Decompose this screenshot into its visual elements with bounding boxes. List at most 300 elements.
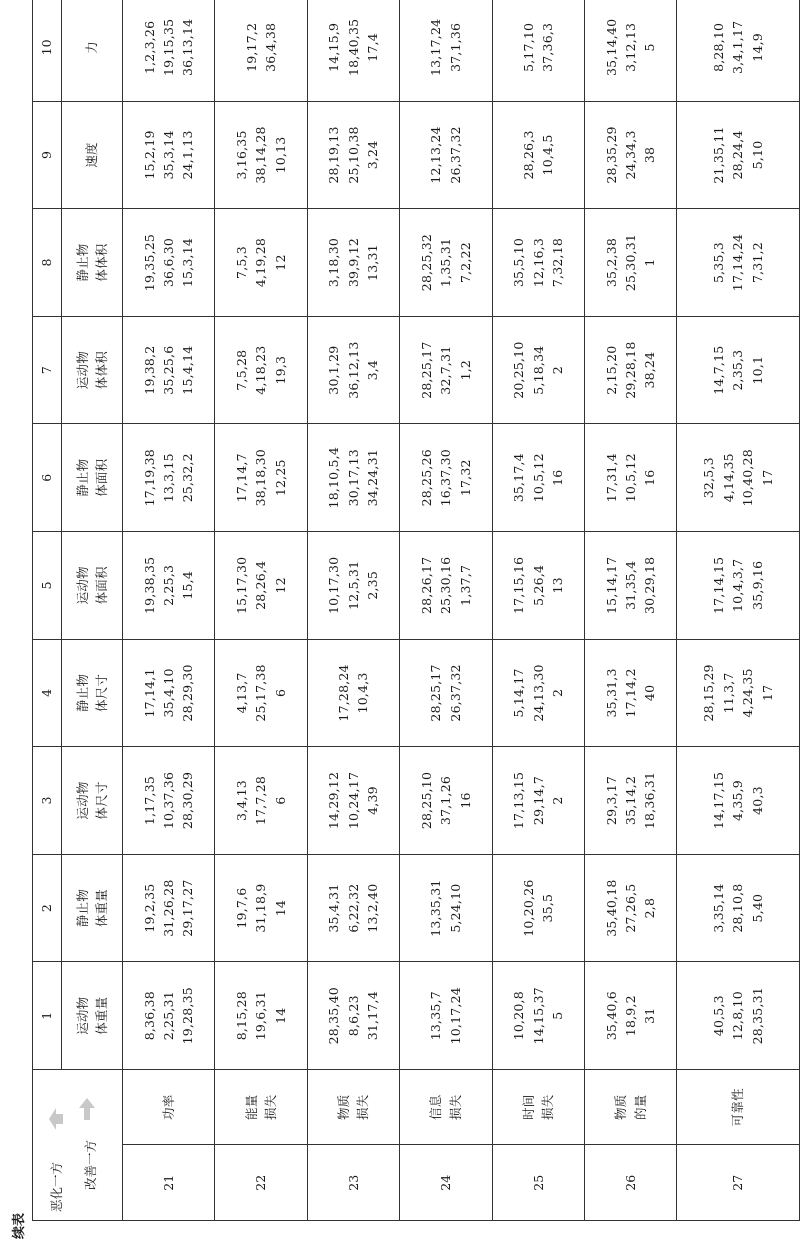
principle-numbers: 21,35,11 bbox=[711, 126, 727, 184]
principle-numbers: 17 bbox=[759, 469, 775, 486]
principle-numbers: 31,18,9 bbox=[253, 883, 269, 933]
principle-numbers: 38,18,30 bbox=[253, 449, 269, 507]
principle-numbers: 5,14,17 bbox=[511, 668, 527, 718]
table-caption: 续表 bbox=[12, 1212, 27, 1239]
principle-numbers: 4,19,28 bbox=[253, 237, 269, 288]
row-label-line: 可靠性 bbox=[730, 1088, 746, 1127]
principle-numbers: 35,3,14 bbox=[161, 130, 176, 180]
principle-numbers: 35,5 bbox=[540, 893, 556, 923]
principle-numbers: 31,17,4 bbox=[365, 991, 381, 1041]
principle-numbers: 10,5,12 bbox=[530, 453, 546, 503]
principle-numbers: 15,4 bbox=[180, 571, 196, 600]
principle-numbers: 36,13,14 bbox=[180, 18, 196, 76]
principle-numbers: 18,36,31 bbox=[642, 771, 658, 830]
principle-numbers: 17,13,15 bbox=[511, 771, 527, 830]
column-number: 8 bbox=[33, 209, 62, 317]
principle-cell bbox=[400, 209, 492, 317]
principle-numbers: 2,25,31 bbox=[161, 991, 176, 1041]
principle-cell bbox=[677, 532, 800, 640]
principle-cell bbox=[400, 316, 492, 424]
principle-numbers: 3,35,14 bbox=[711, 883, 727, 933]
principle-cell bbox=[584, 962, 676, 1070]
principle-numbers: 32,7,31 bbox=[438, 345, 454, 395]
principle-numbers: 37,36,3 bbox=[540, 22, 556, 72]
principle-cell bbox=[400, 424, 492, 532]
principle-numbers: 13,3,15 bbox=[161, 453, 176, 503]
principle-numbers: 28,25,10 bbox=[418, 771, 434, 830]
column-name-line: 体面积 bbox=[94, 458, 109, 497]
row-parameter-label bbox=[400, 1070, 492, 1146]
principle-numbers: 12 bbox=[272, 254, 288, 271]
principle-numbers: 35,5,10 bbox=[511, 237, 527, 288]
principle-cell bbox=[492, 316, 584, 424]
column-name bbox=[62, 101, 123, 209]
principle-numbers: 31,26,28 bbox=[161, 879, 176, 937]
row-parameter-label bbox=[123, 1070, 215, 1146]
principle-numbers: 3,24 bbox=[365, 140, 381, 170]
principle-cell bbox=[400, 962, 492, 1070]
principle-cell bbox=[215, 316, 307, 424]
column-name-line: 体尺寸 bbox=[94, 673, 109, 712]
row-number: 21 bbox=[123, 1145, 215, 1221]
principle-cell bbox=[307, 962, 399, 1070]
principle-numbers: 19,15,35 bbox=[161, 18, 176, 76]
principle-cell bbox=[677, 101, 800, 209]
principle-numbers: 35,9,16 bbox=[749, 560, 765, 610]
principle-numbers: 28,35,31 bbox=[749, 987, 765, 1045]
principle-numbers: 19,28,35 bbox=[180, 987, 196, 1045]
principle-numbers: 29,14,7 bbox=[530, 775, 546, 826]
principle-numbers: 25,17,38 bbox=[253, 664, 269, 722]
principle-numbers: 28,26,3 bbox=[520, 130, 536, 180]
principle-cell bbox=[123, 962, 215, 1070]
principle-cell bbox=[123, 424, 215, 532]
principle-numbers: 8,28,10 bbox=[711, 22, 727, 72]
principle-numbers: 6,22,32 bbox=[345, 883, 361, 933]
column-name-line: 运动物 bbox=[74, 566, 90, 605]
principle-cell bbox=[492, 424, 584, 532]
principle-numbers: 17,14,2 bbox=[622, 668, 638, 718]
principle-numbers: 28,25,17 bbox=[418, 341, 434, 399]
principle-numbers: 24,34,3 bbox=[622, 130, 638, 180]
column-name-line: 体体积 bbox=[94, 243, 109, 282]
principle-numbers: 17,32 bbox=[457, 459, 473, 497]
principle-numbers: 35,4,31 bbox=[326, 883, 342, 933]
principle-numbers: 10,13 bbox=[272, 136, 288, 174]
column-number: 4 bbox=[33, 639, 62, 747]
principle-numbers: 30,1,29 bbox=[326, 345, 342, 395]
principle-numbers: 35,2,38 bbox=[603, 237, 619, 288]
principle-cell bbox=[307, 209, 399, 317]
table-row bbox=[123, 0, 215, 1221]
principle-numbers: 10,40,28 bbox=[740, 449, 756, 507]
row-label-line: 损失 bbox=[263, 1094, 279, 1120]
principle-numbers: 2,8 bbox=[642, 897, 658, 919]
column-number: 3 bbox=[33, 747, 62, 855]
principle-numbers: 28,10,8 bbox=[730, 883, 746, 933]
principle-cell bbox=[215, 854, 307, 962]
principle-numbers: 10,4,3,7 bbox=[730, 558, 746, 612]
principle-numbers: 20,25,10 bbox=[511, 341, 527, 399]
row-label-line: 物质 bbox=[613, 1094, 629, 1120]
principle-numbers: 1 bbox=[642, 258, 658, 267]
column-name-line: 体体积 bbox=[94, 351, 109, 390]
principle-numbers: 17,31,4 bbox=[603, 453, 619, 503]
principle-cell bbox=[123, 316, 215, 424]
principle-numbers: 17,28,24 bbox=[336, 664, 352, 722]
rotated-table-canvas bbox=[32, 5, 800, 1221]
principle-numbers: 14 bbox=[272, 1007, 288, 1024]
principle-cell bbox=[677, 316, 800, 424]
principle-cell bbox=[677, 854, 800, 962]
table-row bbox=[677, 0, 800, 1221]
principle-numbers: 19,7,6 bbox=[234, 887, 249, 929]
principle-numbers: 3,4 bbox=[365, 359, 381, 381]
principle-numbers: 7,5,3 bbox=[234, 246, 249, 279]
principle-numbers: 2,25,3 bbox=[161, 564, 176, 606]
column-name bbox=[62, 639, 123, 747]
column-name-line: 静止物 bbox=[74, 889, 90, 928]
principle-numbers: 28,35,40 bbox=[326, 987, 342, 1045]
principle-numbers: 10,24,17 bbox=[345, 771, 361, 830]
principle-numbers: 5,26,4 bbox=[530, 564, 546, 606]
column-name-line: 静止物 bbox=[74, 458, 90, 497]
principle-cell bbox=[307, 747, 399, 855]
principle-numbers: 35,31,3 bbox=[603, 668, 619, 718]
table-row bbox=[215, 0, 307, 1221]
principle-numbers: 19,2,35 bbox=[141, 883, 157, 933]
principle-numbers: 18,40,35 bbox=[345, 18, 361, 76]
principle-numbers: 10,4,3 bbox=[355, 672, 371, 714]
principle-cell bbox=[677, 962, 800, 1070]
principle-cell bbox=[215, 209, 307, 317]
principle-cell bbox=[400, 0, 492, 101]
principle-cell bbox=[492, 747, 584, 855]
column-number: 2 bbox=[33, 854, 62, 962]
principle-numbers: 13 bbox=[549, 577, 565, 594]
column-name-line: 静止物 bbox=[74, 673, 90, 712]
principle-cell bbox=[677, 747, 800, 855]
principle-cell bbox=[123, 854, 215, 962]
principle-numbers: 19,35,25 bbox=[141, 233, 157, 292]
contradiction-matrix-table bbox=[32, 0, 800, 1221]
principle-numbers: 2 bbox=[549, 688, 565, 697]
principle-numbers: 35,40,18 bbox=[603, 879, 619, 937]
principle-numbers: 35,25,6 bbox=[161, 345, 176, 395]
column-name bbox=[62, 209, 123, 317]
principle-numbers: 10,4,5 bbox=[540, 134, 556, 176]
principle-numbers: 3,4,1,17 bbox=[730, 20, 746, 75]
table-row bbox=[492, 0, 584, 1221]
principle-numbers: 2 bbox=[549, 366, 565, 375]
principle-cell bbox=[123, 639, 215, 747]
column-name-line: 运动物 bbox=[74, 996, 90, 1035]
principle-cell bbox=[584, 532, 676, 640]
principle-numbers: 2,35,3 bbox=[730, 349, 746, 391]
column-name-line: 力 bbox=[84, 41, 100, 54]
column-name-line: 运动物 bbox=[74, 351, 90, 390]
column-name bbox=[62, 424, 123, 532]
principle-numbers: 18,9,2 bbox=[622, 995, 638, 1037]
principle-numbers: 15,4,14 bbox=[180, 345, 196, 395]
row-number: 23 bbox=[307, 1145, 399, 1221]
principle-numbers: 26,37,32 bbox=[447, 664, 463, 722]
principle-numbers: 31,35,4 bbox=[622, 560, 638, 610]
principle-numbers: 13,31 bbox=[365, 244, 381, 281]
column-name bbox=[62, 854, 123, 962]
row-label-line: 功率 bbox=[161, 1094, 176, 1120]
principle-numbers: 38 bbox=[642, 146, 658, 164]
principle-numbers: 27,26,5 bbox=[622, 883, 638, 933]
principle-numbers: 10,37,36 bbox=[161, 771, 176, 830]
column-name-line: 体重量 bbox=[94, 996, 109, 1035]
row-parameter-label bbox=[584, 1070, 676, 1146]
corner-header bbox=[33, 1070, 123, 1221]
principle-cell bbox=[584, 0, 676, 101]
principle-numbers: 35,14,40 bbox=[603, 18, 619, 76]
principle-numbers: 3,16,35 bbox=[234, 130, 249, 180]
principle-cell bbox=[492, 0, 584, 101]
principle-cell bbox=[307, 639, 399, 747]
principle-numbers: 14,29,12 bbox=[326, 771, 342, 830]
principle-numbers: 14,17,15 bbox=[711, 771, 727, 830]
principle-numbers: 16 bbox=[642, 469, 658, 486]
principle-numbers: 15,2,19 bbox=[141, 130, 157, 180]
principle-numbers: 15,3,14 bbox=[180, 237, 196, 288]
principle-numbers: 14 bbox=[272, 899, 288, 917]
principle-numbers: 28,35,29 bbox=[603, 126, 619, 184]
row-label-line: 损失 bbox=[447, 1094, 463, 1120]
principle-cell bbox=[677, 0, 800, 101]
principle-numbers: 28,19,13 bbox=[326, 126, 342, 184]
principle-numbers: 7,32,18 bbox=[549, 237, 565, 288]
principle-cell bbox=[492, 209, 584, 317]
principle-numbers: 17,14,1 bbox=[141, 668, 157, 718]
principle-numbers: 4,39 bbox=[365, 786, 381, 815]
arrow-right-icon bbox=[79, 1098, 95, 1120]
principle-numbers: 29,28,18 bbox=[622, 341, 638, 399]
principle-numbers: 40,5,3 bbox=[711, 995, 727, 1037]
principle-numbers: 28,25,17 bbox=[428, 664, 444, 722]
principle-numbers: 1,17,35 bbox=[141, 775, 157, 826]
column-name bbox=[62, 532, 123, 640]
principle-cell bbox=[307, 316, 399, 424]
principle-numbers: 38,24 bbox=[642, 351, 658, 389]
principle-numbers: 2,15,20 bbox=[603, 345, 619, 395]
principle-cell bbox=[492, 854, 584, 962]
principle-numbers: 17,4 bbox=[365, 33, 381, 62]
row-label-line: 信息 bbox=[428, 1094, 444, 1120]
column-name-line: 速度 bbox=[84, 142, 100, 168]
column-name-line: 体尺寸 bbox=[94, 781, 109, 820]
principle-cell bbox=[677, 639, 800, 747]
principle-numbers: 19,17,2 bbox=[243, 22, 259, 72]
principle-numbers: 25,32,2 bbox=[180, 453, 196, 503]
row-number: 25 bbox=[492, 1145, 584, 1221]
table-body bbox=[123, 0, 800, 1221]
principle-numbers: 28,26,17 bbox=[418, 556, 434, 614]
principle-numbers: 4,14,35 bbox=[720, 453, 736, 503]
principle-numbers: 1,37,7 bbox=[457, 564, 473, 606]
row-number: 24 bbox=[400, 1145, 492, 1221]
principle-numbers: 4,24,35 bbox=[740, 668, 756, 718]
principle-numbers: 3,12,13 bbox=[622, 22, 638, 72]
principle-numbers: 40,3 bbox=[749, 786, 765, 815]
principle-cell bbox=[123, 209, 215, 317]
column-name-row bbox=[62, 0, 123, 1221]
principle-numbers: 13,35,7 bbox=[428, 991, 444, 1041]
column-number: 5 bbox=[33, 532, 62, 640]
principle-numbers: 29,17,27 bbox=[180, 879, 196, 937]
principle-numbers: 8,15,28 bbox=[234, 991, 249, 1041]
row-label-line: 时间 bbox=[520, 1094, 536, 1120]
principle-numbers: 29,3,17 bbox=[603, 775, 619, 826]
principle-numbers: 7,2,22 bbox=[457, 242, 473, 284]
principle-numbers: 28,26,4 bbox=[253, 560, 269, 610]
principle-numbers: 10,17,24 bbox=[447, 987, 463, 1045]
principle-numbers: 5,10 bbox=[749, 140, 765, 170]
principle-numbers: 5,17,10 bbox=[520, 22, 536, 72]
principle-numbers: 17 bbox=[759, 684, 775, 702]
principle-numbers: 7,31,2 bbox=[749, 242, 765, 284]
row-parameter-label bbox=[677, 1070, 800, 1146]
principle-numbers: 1,35,31 bbox=[438, 237, 454, 288]
principle-cell bbox=[584, 747, 676, 855]
principle-numbers: 28,29,30 bbox=[180, 664, 196, 722]
column-name bbox=[62, 316, 123, 424]
column-name-line: 体重量 bbox=[94, 889, 109, 928]
principle-cell bbox=[307, 854, 399, 962]
principle-numbers: 32,5,3 bbox=[701, 457, 717, 499]
principle-cell bbox=[677, 424, 800, 532]
principle-numbers: 10,20,26 bbox=[520, 879, 536, 937]
column-name bbox=[62, 0, 123, 101]
principle-numbers: 19,3 bbox=[272, 355, 288, 385]
principle-numbers: 6 bbox=[272, 796, 288, 805]
principle-numbers: 25,30,31 bbox=[622, 233, 638, 292]
principle-cell bbox=[400, 854, 492, 962]
principle-numbers: 2,35 bbox=[365, 571, 381, 600]
principle-numbers: 4,35,9 bbox=[730, 780, 746, 821]
principle-numbers: 17,14,24 bbox=[730, 233, 746, 292]
principle-cell bbox=[584, 424, 676, 532]
principle-cell bbox=[400, 639, 492, 747]
principle-numbers: 12 bbox=[272, 577, 288, 594]
row-parameter-label bbox=[307, 1070, 399, 1146]
principle-numbers: 5,35,3 bbox=[711, 242, 727, 284]
principle-numbers: 8,6,23 bbox=[345, 995, 361, 1037]
principle-numbers: 12,5,31 bbox=[345, 560, 361, 610]
principle-numbers: 10,5,12 bbox=[622, 453, 638, 503]
principle-numbers: 40 bbox=[642, 684, 658, 702]
principle-numbers: 1,2 bbox=[457, 359, 473, 381]
row-label-line: 物质 bbox=[336, 1094, 352, 1120]
principle-numbers: 1,2,3,26 bbox=[141, 20, 157, 75]
column-number: 9 bbox=[33, 101, 62, 209]
principle-numbers: 2 bbox=[549, 796, 565, 805]
principle-numbers: 14,7,15 bbox=[711, 345, 727, 395]
row-parameter-label bbox=[215, 1070, 307, 1146]
principle-numbers: 5,24,10 bbox=[447, 883, 463, 933]
principle-numbers: 15,14,17 bbox=[603, 556, 619, 614]
principle-numbers: 11,3,7 bbox=[720, 672, 736, 714]
principle-numbers: 25,30,16 bbox=[438, 556, 454, 614]
principle-numbers: 12,25 bbox=[272, 459, 288, 497]
principle-numbers: 37,1,26 bbox=[438, 775, 454, 826]
principle-cell bbox=[307, 424, 399, 532]
principle-cell bbox=[123, 101, 215, 209]
principle-numbers: 12,8,10 bbox=[730, 991, 746, 1041]
principle-numbers: 24,1,13 bbox=[180, 130, 196, 180]
column-name bbox=[62, 747, 123, 855]
principle-cell bbox=[677, 209, 800, 317]
principle-cell bbox=[123, 747, 215, 855]
principle-numbers: 25,10,38 bbox=[345, 126, 361, 184]
principle-numbers: 39,9,12 bbox=[345, 237, 361, 288]
principle-numbers: 16,37,30 bbox=[438, 449, 454, 507]
principle-numbers: 13,2,40 bbox=[365, 883, 381, 933]
principle-numbers: 10,1 bbox=[749, 355, 765, 385]
principle-cell bbox=[123, 0, 215, 101]
principle-numbers: 12,13,24 bbox=[428, 126, 444, 184]
principle-numbers: 16 bbox=[457, 792, 473, 809]
column-number-row bbox=[33, 0, 62, 1221]
principle-numbers: 3,4,13 bbox=[234, 780, 249, 821]
principle-cell bbox=[215, 639, 307, 747]
principle-cell bbox=[492, 101, 584, 209]
principle-cell bbox=[215, 101, 307, 209]
row-label-line: 能量 bbox=[243, 1094, 259, 1120]
principle-numbers: 5,18,34 bbox=[530, 345, 546, 395]
column-name bbox=[62, 962, 123, 1070]
row-label-line: 的量 bbox=[632, 1094, 648, 1120]
principle-numbers: 35,4,10 bbox=[161, 668, 176, 718]
principle-numbers: 13,35,31 bbox=[428, 879, 444, 937]
principle-numbers: 28,25,26 bbox=[418, 449, 434, 507]
table-row bbox=[584, 0, 676, 1221]
principle-cell bbox=[215, 532, 307, 640]
principle-numbers: 17,7,28 bbox=[253, 775, 269, 826]
table-row bbox=[307, 0, 399, 1221]
row-parameter-label bbox=[492, 1070, 584, 1146]
worsen-side-label: 恶化一方 bbox=[49, 1161, 64, 1212]
principle-numbers: 17,14,7 bbox=[234, 453, 249, 503]
principle-numbers: 31 bbox=[642, 1007, 658, 1024]
principle-cell bbox=[584, 854, 676, 962]
principle-numbers: 8,36,38 bbox=[141, 991, 157, 1041]
principle-cell bbox=[492, 532, 584, 640]
principle-cell bbox=[400, 747, 492, 855]
principle-numbers: 26,37,32 bbox=[447, 126, 463, 184]
principle-numbers: 19,6,31 bbox=[253, 991, 269, 1041]
column-name-line: 运动物 bbox=[74, 781, 90, 820]
principle-numbers: 14,15,37 bbox=[530, 987, 546, 1045]
column-number: 6 bbox=[33, 424, 62, 532]
principle-cell bbox=[123, 532, 215, 640]
principle-numbers: 37,1,36 bbox=[447, 22, 463, 72]
principle-numbers: 15,17,30 bbox=[234, 556, 249, 614]
principle-numbers: 4,13,7 bbox=[234, 672, 249, 714]
principle-numbers: 28,15,29 bbox=[701, 664, 717, 722]
principle-numbers: 13,17,24 bbox=[428, 18, 444, 76]
row-number: 26 bbox=[584, 1145, 676, 1221]
principle-numbers: 36,6,30 bbox=[161, 237, 176, 288]
principle-numbers: 34,24,31 bbox=[365, 449, 381, 507]
principle-numbers: 6 bbox=[272, 688, 288, 697]
principle-numbers: 5 bbox=[549, 1011, 565, 1020]
principle-numbers: 12,16,3 bbox=[530, 237, 546, 288]
principle-cell bbox=[215, 747, 307, 855]
